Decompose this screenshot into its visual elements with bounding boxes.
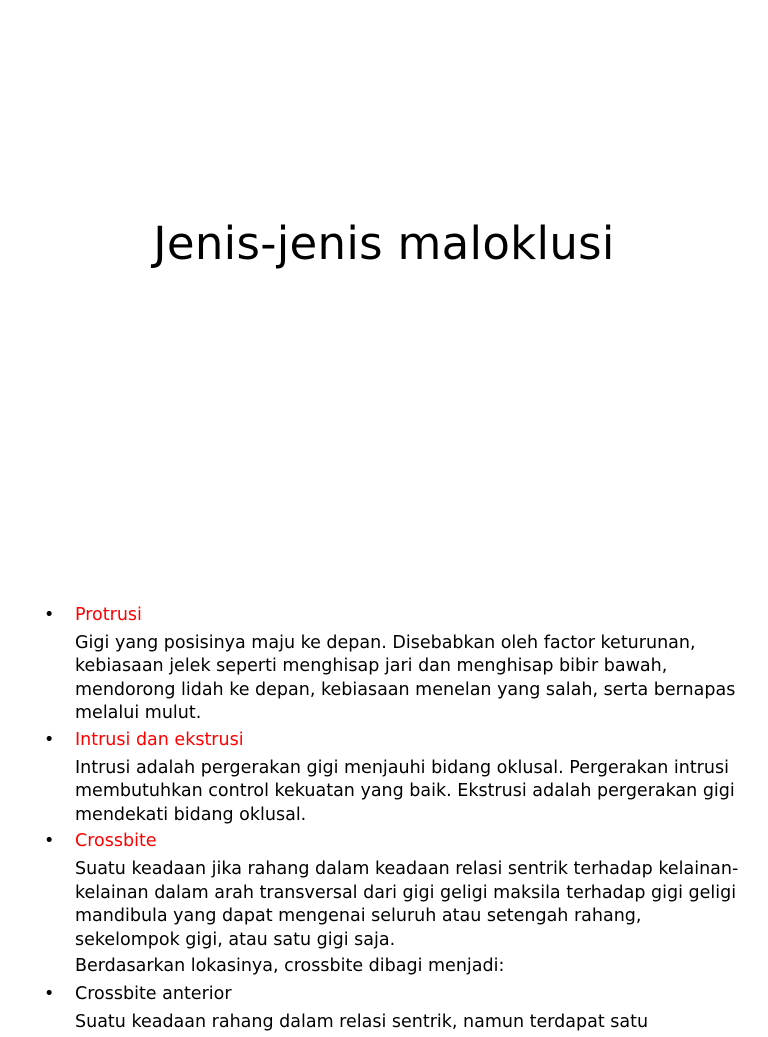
list-item-crossbite [44, 830, 744, 952]
item-heading: Crossbite [75, 831, 157, 852]
bullet-icon: • [44, 729, 55, 750]
item-body: Gigi yang posisinya maju ke depan. Disebabkan oleh factor keturunan, kebiasaan jelek seperti menghisap jari dan menghisap bibir bawah, mendorong lidah ke depan, kebiasaan menelan yang salah, serta bernapas melalui mulut. [75, 632, 736, 724]
bullet-icon: • [44, 831, 55, 852]
item-heading: Protrusi [75, 605, 142, 625]
item-body: Suatu keadaan rahang dalam relasi sentrik, namun terdapat satu [75, 1011, 649, 1032]
item-body: Intrusi adalah pergerakan gigi menjauhi bidang oklusal. Pergerakan intrusi membutuhkan control kekuatan yang baik. Ekstrusi adalah pergerakan gigi mendekati bidang oklusal. [75, 757, 735, 825]
bullet-icon: • [44, 605, 55, 625]
slide-body [44, 604, 744, 1037]
bullet-icon: • [44, 983, 55, 1004]
item-heading: Crossbite anterior [75, 983, 232, 1004]
list-item-protrusi [44, 604, 744, 726]
slide-title: Jenis-jenis maloklusi [153, 217, 615, 270]
item-heading: Intrusi dan ekstrusi [75, 729, 244, 750]
list-item-crossbite-anterior [44, 983, 744, 1034]
list-item-intrusi-ekstrusi [44, 729, 744, 827]
item-body: Suatu keadaan jika rahang dalam keadaan relasi sentrik terhadap kelainan-kelainan dalam arah transversal dari gigi geligi maksila terhadap gigi geligi mandibula yang dapat mengenai seluruh atau setengah rahang, sekelompok gigi, atau satu gigi saja. [75, 858, 739, 950]
crossbite-division-intro: Berdasarkan lokasinya, crossbite dibagi menjadi: [75, 956, 505, 977]
